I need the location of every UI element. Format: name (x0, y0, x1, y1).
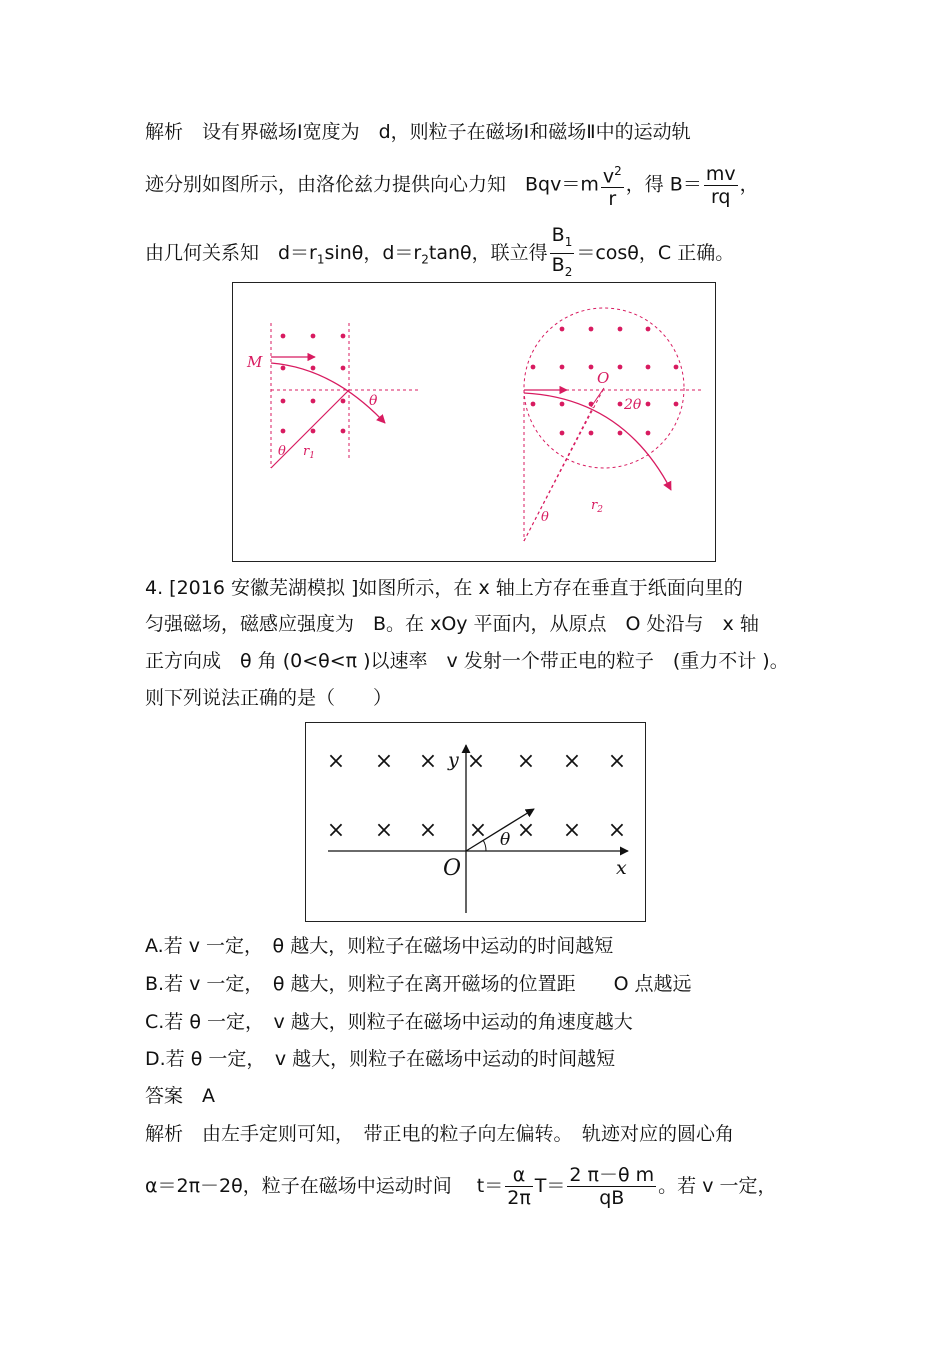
dashed-line-to-center (524, 388, 604, 541)
fraction-numerator: B (551, 224, 565, 246)
label-2theta: 2θ (624, 397, 642, 413)
explanation-line-2 (145, 1164, 776, 1209)
fraction-b1-over-b2 (550, 224, 575, 283)
subscript: 2 (421, 252, 429, 267)
fraction-numerator: α (505, 1164, 533, 1187)
svg-text:×: × (562, 818, 582, 843)
svg-text:×: × (516, 818, 536, 843)
label-m: M (247, 353, 263, 371)
text-segment: 迹分别如图所示，由洛伦兹力提供向心力知 (145, 173, 526, 196)
analysis-line-2 (145, 160, 759, 210)
fraction-v2-over-r (601, 160, 624, 210)
fraction-numerator: 2 π－θ m (569, 1164, 655, 1186)
svg-text:×: × (326, 818, 346, 843)
label-theta-vertex: θ (278, 444, 286, 459)
label-y: y (448, 749, 459, 771)
question-4-line-3: 正方向成 θ 角 (0<θ<π )以速率 v 发射一个带正电的粒子 (重力不计 )。 (145, 650, 789, 672)
label-theta-angle: θ (369, 393, 378, 409)
svg-text:×: × (466, 749, 486, 774)
svg-text:×: × (607, 818, 627, 843)
label-r2: $r_2$ (591, 498, 603, 515)
figure-magnetic-fields (232, 282, 716, 562)
svg-text:×: × (418, 818, 438, 843)
subscript: 2 (564, 264, 573, 279)
fraction-denominator: rq (710, 185, 731, 208)
text-segment: ， (739, 173, 759, 196)
analysis-line-1: 解析 设有界磁场Ⅰ宽度为 d，则粒子在磁场Ⅰ和磁场Ⅱ中的运动轨 (145, 121, 691, 143)
superscript: 2 (614, 164, 622, 178)
fraction-denominator: r (608, 188, 617, 211)
text-segment: 由几何关系知 d＝r (145, 241, 317, 264)
question-4-line-1: 4. [2016 安徽芜湖模拟 ]如图所示，在 x 轴上方存在垂直于纸面向里的 (145, 577, 743, 599)
option-b: B.若 v 一定， θ 越大，则粒子在离开磁场的位置距 O 点越远 (145, 973, 692, 995)
svg-text:×: × (326, 749, 346, 774)
trajectory-arc-left (271, 363, 385, 423)
svg-text:×: × (418, 749, 438, 774)
text-segment: sinθ，d＝r (324, 241, 422, 264)
label-theta: θ (500, 830, 511, 850)
figure-xoy-field (305, 722, 646, 922)
question-4-line-4: 则下列说法正确的是（ ） (145, 687, 393, 709)
text-segment: 。若 v 一定， (658, 1175, 777, 1197)
subscript: 1 (564, 234, 573, 249)
center-to-exit-line (591, 388, 604, 407)
question-4-line-2: 匀强磁场，磁感应强度为 B。在 xOy 平面内，从原点 O 处沿与 x 轴 (145, 613, 759, 635)
fraction-time-expression (567, 1164, 656, 1209)
subscript: 1 (316, 252, 325, 267)
figure-2-svg (306, 723, 645, 921)
analysis-line-3 (145, 224, 734, 283)
option-c: C.若 θ 一定， v 越大，则粒子在磁场中运动的角速度越大 (145, 1011, 633, 1033)
text-segment: α＝2π－2θ，粒子在磁场中运动时间 t＝ (145, 1175, 504, 1197)
text-segment: T＝ (534, 1175, 566, 1197)
label-theta-right: θ (541, 510, 549, 525)
fraction-denominator: qB (599, 1187, 625, 1209)
fraction-alpha-over-2pi (505, 1164, 533, 1209)
figure-1-svg (233, 283, 715, 561)
field-crosses (327, 749, 626, 843)
text-segment: ，得 B＝ (625, 173, 702, 196)
text-segment: tanθ，联立得 (428, 241, 548, 264)
svg-text:×: × (516, 749, 536, 774)
svg-text:×: × (374, 818, 394, 843)
explanation-line-1: 解析 由左手定则可知， 带正电的粒子向左偏转。 轨迹对应的圆心角 (145, 1123, 735, 1145)
svg-text:×: × (607, 749, 627, 774)
fraction-numerator: mv (705, 162, 736, 185)
fraction-denominator: 2π (507, 1187, 531, 1209)
svg-text:×: × (374, 749, 394, 774)
label-o-center: O (597, 369, 610, 387)
label-r1: $r_1$ (303, 444, 315, 461)
option-a: A.若 v 一定， θ 越大，则粒子在磁场中运动的时间越短 (145, 935, 614, 957)
answer-line: 答案 A (145, 1085, 215, 1107)
option-d: D.若 θ 一定， v 越大，则粒子在磁场中运动的时间越短 (145, 1048, 616, 1070)
label-origin: O (443, 856, 462, 881)
equation-part: Bqv＝m (525, 173, 599, 196)
svg-text:×: × (562, 749, 582, 774)
text-segment: ＝cosθ，C 正确。 (576, 241, 735, 264)
svg-text:×: × (468, 818, 488, 843)
fraction-numerator: v (602, 165, 615, 188)
fraction-denominator: B (551, 253, 565, 276)
label-x: x (616, 857, 627, 879)
fraction-mv-over-rq (704, 163, 738, 208)
trajectory-arc-right (524, 393, 671, 490)
